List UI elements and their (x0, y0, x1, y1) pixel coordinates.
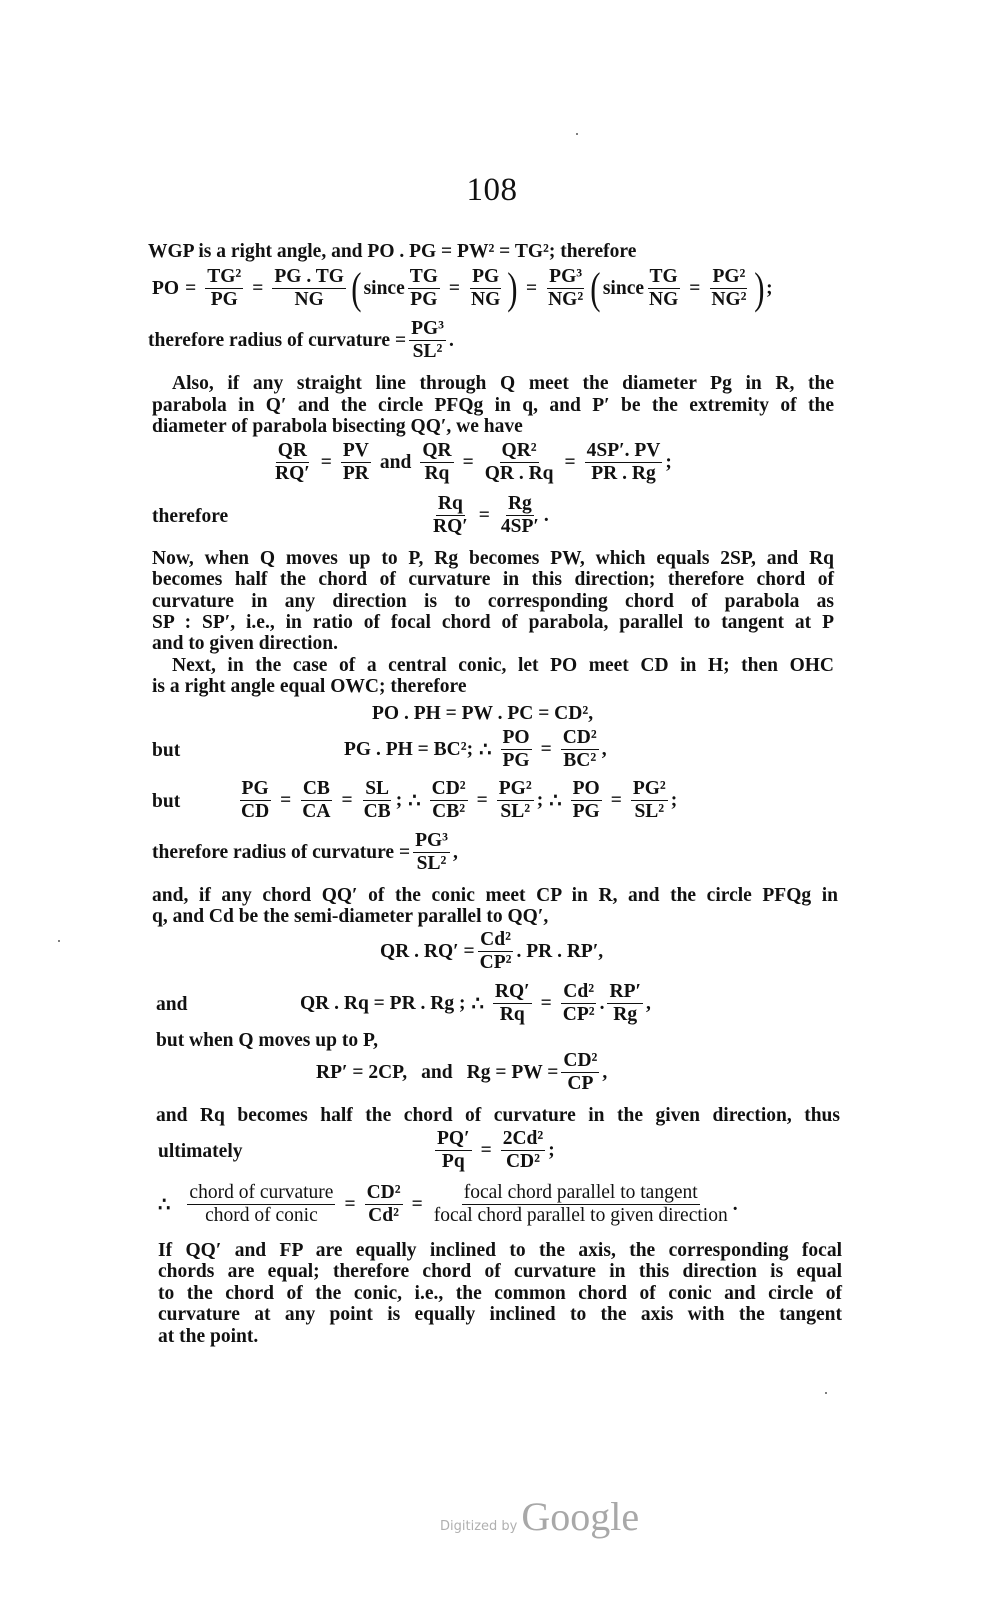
eq-word: since (602, 277, 645, 299)
fraction (561, 1050, 599, 1095)
equation-qr-rq2 (300, 981, 651, 1026)
paragraph-line: curvature in any direction is to corresponding chord of parabola as (152, 591, 834, 612)
equals-sign: = (478, 504, 490, 526)
numerator: Rg (507, 493, 532, 514)
denominator: PG (572, 801, 600, 822)
text-line: and Rq becomes half the chord of curvature in the given direction, thus (156, 1105, 840, 1126)
eq-word: since (363, 277, 405, 299)
numerator: PO (502, 727, 530, 748)
eq-word: and (421, 1061, 453, 1083)
equals-sign: = (280, 789, 292, 811)
punctuation: ; (395, 789, 403, 811)
denominator: Cd² (368, 1205, 399, 1226)
fraction (430, 778, 468, 823)
fraction (561, 727, 599, 772)
text-line: but when Q moves up to P, (156, 1030, 378, 1051)
numerator: PO (572, 778, 600, 799)
right-paren: ) (507, 263, 518, 313)
paragraph-line: SP : SP′, i.e., in ratio of focal chord of parabola, parallel to tangent at P (152, 612, 834, 633)
numerator: CD² (562, 727, 597, 748)
fraction (432, 1182, 730, 1227)
equation-label: but (152, 791, 181, 812)
equation-label: and (156, 994, 188, 1015)
paragraph-line: and, if any chord QQ′ of the conic meet CP in R, and the circle PFQg in (152, 885, 838, 906)
denominator: SL² (634, 801, 665, 822)
numerator: QR² (501, 440, 537, 461)
paragraph-line: chords are equal; therefore chord of curvature in this direction is equal (158, 1261, 842, 1282)
eq-text: QR . Rq = PR . Rg ; (300, 992, 466, 1014)
punctuation: ; (670, 789, 678, 811)
equation-label: therefore (152, 506, 229, 527)
fraction (647, 266, 680, 311)
denominator: SL² (412, 341, 443, 362)
google-logo-text: Google (521, 1494, 640, 1539)
fraction (365, 1182, 403, 1227)
fraction (239, 778, 271, 823)
fraction (709, 266, 748, 311)
punctuation: ; (665, 451, 672, 473)
denominator: Rg (613, 1004, 638, 1025)
denominator: chord of conic (205, 1205, 318, 1226)
equation-radius-conic (152, 830, 458, 875)
equals-sign: = (462, 451, 474, 473)
equals-sign: = (252, 277, 264, 299)
punctuation: ; (548, 1139, 555, 1161)
digitized-by-label: Digitized by (440, 1519, 518, 1534)
scan-speck (576, 133, 578, 135)
equation-label: but (152, 740, 181, 761)
denominator: CB² (432, 801, 466, 822)
numerator: TG (409, 266, 438, 287)
denominator: RQ′ (433, 516, 468, 537)
punctuation: . (732, 1193, 738, 1215)
fraction (409, 318, 446, 363)
fraction (493, 981, 532, 1026)
equation-po-ph: PO . PH = PW . PC = CD², (372, 703, 594, 724)
denominator: NG (471, 289, 501, 310)
equals-sign: = (525, 277, 538, 299)
paragraph-line: q, and Cd be the semi-diameter parallel to QQ′, (152, 906, 549, 927)
denominator: NG (294, 289, 324, 310)
paragraph-line: Now, when Q moves up to P, Rg becomes PW, which equals 2SP, and Rq (152, 548, 834, 569)
eq-text: RP′ = 2CP, (316, 1061, 408, 1083)
denominator: PR (342, 463, 369, 484)
equals-sign: = (476, 789, 488, 811)
numerator: PV (342, 440, 369, 461)
fraction (501, 1128, 546, 1173)
equals-sign: = (344, 1193, 356, 1215)
denominator: CB (363, 801, 391, 822)
scan-speck (58, 940, 60, 942)
fraction (571, 778, 602, 823)
punctuation: , (601, 738, 607, 760)
punctuation: , (602, 1061, 608, 1083)
equation-pg-ph (344, 727, 607, 772)
denominator: CP² (479, 952, 512, 973)
denominator: PR . Rg (591, 463, 656, 484)
paragraph-line: at the point. (158, 1326, 259, 1347)
fraction (187, 1182, 335, 1227)
numerator: Cd² (563, 981, 595, 1002)
equation-pq (432, 1128, 555, 1173)
numerator: RP′ (609, 981, 641, 1002)
numerator: CB (302, 778, 330, 799)
denominator: CD (241, 801, 270, 822)
fraction (420, 440, 453, 485)
therefore-symbol: ∴ (479, 739, 492, 761)
fraction (478, 929, 514, 974)
denominator: SL² (500, 801, 531, 822)
equation-po (152, 263, 773, 313)
therefore-symbol: ∴ (549, 790, 562, 812)
denominator: Pq (441, 1151, 465, 1172)
denominator: CP² (562, 1004, 595, 1025)
numerator: chord of curvature (189, 1182, 334, 1203)
fraction (497, 778, 534, 823)
fraction (585, 440, 663, 485)
numerator: RQ′ (494, 981, 530, 1002)
eq-word: and (379, 451, 412, 473)
equals-sign: = (540, 992, 552, 1014)
digitized-watermark (440, 1493, 639, 1540)
punctuation: ; (536, 789, 544, 811)
numerator: PG³ (415, 830, 448, 851)
equation-qr-rq (380, 929, 603, 974)
fraction (413, 830, 450, 875)
numerator: PG³ (549, 266, 583, 287)
equation-rq (428, 493, 549, 538)
denominator: PG (410, 289, 438, 310)
denominator: CP (567, 1073, 594, 1094)
fraction (300, 778, 332, 823)
equals-sign: = (411, 1193, 423, 1215)
equals-sign: = (610, 789, 622, 811)
fraction (483, 440, 556, 485)
denominator: CD² (505, 1151, 540, 1172)
denominator: Rq (499, 1004, 525, 1025)
fraction (408, 266, 440, 311)
eq-text: Rg = PW = (466, 1061, 559, 1083)
numerator: PG² (712, 266, 746, 287)
eq-text: . PR . RP′, (516, 940, 604, 962)
fraction (561, 981, 597, 1026)
punctuation: . (543, 504, 549, 526)
numerator: PQ′ (437, 1128, 470, 1149)
equals-sign: = (341, 789, 353, 811)
eq-text: PG . PH = BC²; (344, 738, 474, 760)
paragraph-line: and to given direction. (152, 633, 338, 654)
fraction (362, 778, 393, 823)
denominator: QR . Rq (484, 463, 554, 484)
paragraph-line: becomes half the chord of curvature in this direction; therefore chord of (152, 569, 834, 590)
numerator: focal chord parallel to tangent (463, 1182, 698, 1203)
numerator: TG (649, 266, 678, 287)
punctuation: , (453, 841, 458, 863)
numerator: PG (472, 266, 500, 287)
page-number: 108 (466, 172, 518, 208)
denominator: PG (502, 750, 530, 771)
paragraph-line: is a right angle equal OWC; therefore (152, 676, 467, 697)
numerator: PG (241, 778, 269, 799)
paragraph-line: If QQ′ and FP are equally inclined to the axis, the corresponding focal (158, 1240, 842, 1261)
fraction (499, 493, 541, 538)
numerator: PG³ (411, 318, 444, 339)
right-paren: ) (753, 263, 764, 313)
denominator: BC² (563, 750, 597, 771)
denominator: NG² (711, 289, 747, 310)
equals-sign: = (320, 451, 332, 473)
eq-text: QR . RQ′ = (380, 940, 475, 962)
numerator: SL (365, 778, 390, 799)
paragraph-line: diameter of parabola bisecting QQ′, we have (152, 416, 523, 437)
paragraph-line: curvature at any point is equally inclined to the axis with the tangent (158, 1304, 842, 1325)
numerator: QR (422, 440, 452, 461)
numerator: Rq (437, 493, 463, 514)
denominator: focal chord parallel to given direction (433, 1205, 728, 1226)
therefore-symbol: ∴ (471, 993, 484, 1015)
equals-sign: = (564, 451, 576, 473)
denominator: CA (302, 801, 331, 822)
fraction (501, 727, 532, 772)
numerator: Cd² (480, 929, 511, 950)
fraction (273, 440, 312, 485)
numerator: 4SP′. PV (586, 440, 661, 461)
denominator: PG (210, 289, 238, 310)
fraction (341, 440, 371, 485)
denominator: NG² (548, 289, 584, 310)
equation-ratios (236, 778, 677, 823)
numerator: PG² (498, 778, 532, 799)
fraction (435, 1128, 472, 1173)
paragraph-line: to the chord of the conic, i.e., the common chord of conic and circle of (158, 1283, 842, 1304)
denominator: SL² (416, 853, 447, 874)
equals-sign: = (185, 277, 197, 299)
numerator: PG² (632, 778, 666, 799)
therefore-symbol: ∴ (408, 790, 421, 812)
left-paren: ( (351, 263, 362, 313)
therefore-symbol: ∴ (158, 1194, 171, 1216)
numerator: CD² (431, 778, 466, 799)
eq-term: PO (152, 277, 180, 299)
equals-sign: = (480, 1139, 492, 1161)
equals-sign: = (540, 738, 552, 760)
equation-parabola-ratio (270, 440, 672, 485)
numerator: PG . TG (274, 266, 344, 287)
paragraph-line: Also, if any straight line through Q meet the diameter Pg in R, the (172, 373, 834, 394)
eq-text: therefore radius of curvature = (148, 329, 407, 351)
left-paren: ( (590, 263, 601, 313)
equals-sign: = (689, 277, 701, 299)
numerator: 2Cd² (502, 1128, 544, 1149)
equation-chord-ratio (158, 1182, 738, 1227)
fraction (205, 266, 243, 311)
fraction (631, 778, 668, 823)
fraction (431, 493, 470, 538)
text-line: WGP is a right angle, and PO . PG = PW² = TG²; therefore (148, 241, 637, 262)
scan-speck (825, 1392, 827, 1394)
equation-radius-parabola (148, 318, 454, 363)
denominator: 4SP′ (500, 516, 539, 537)
fraction (607, 981, 642, 1026)
punctuation: ; (766, 277, 773, 299)
denominator: RQ′ (275, 463, 310, 484)
paragraph-line: Next, in the case of a central conic, let PO meet CD in H; then OHC (172, 655, 834, 676)
fraction (546, 266, 585, 311)
denominator: Rq (424, 463, 450, 484)
equation-rp-rg (316, 1050, 607, 1095)
denominator: NG (649, 289, 679, 310)
fraction (469, 266, 502, 311)
eq-text: therefore radius of curvature = (152, 841, 411, 863)
numerator: CD² (563, 1050, 598, 1071)
punctuation: . (449, 329, 454, 351)
punctuation: , (645, 992, 651, 1014)
dot-operator: . (599, 992, 605, 1014)
numerator: QR (277, 440, 307, 461)
fraction (272, 266, 346, 311)
numerator: CD² (366, 1182, 401, 1203)
numerator: TG² (207, 266, 242, 287)
equation-label: ultimately (158, 1141, 243, 1162)
equals-sign: = (448, 277, 461, 299)
paragraph-line: parabola in Q′ and the circle PFQg in q, and P′ be the extremity of the (152, 395, 834, 416)
